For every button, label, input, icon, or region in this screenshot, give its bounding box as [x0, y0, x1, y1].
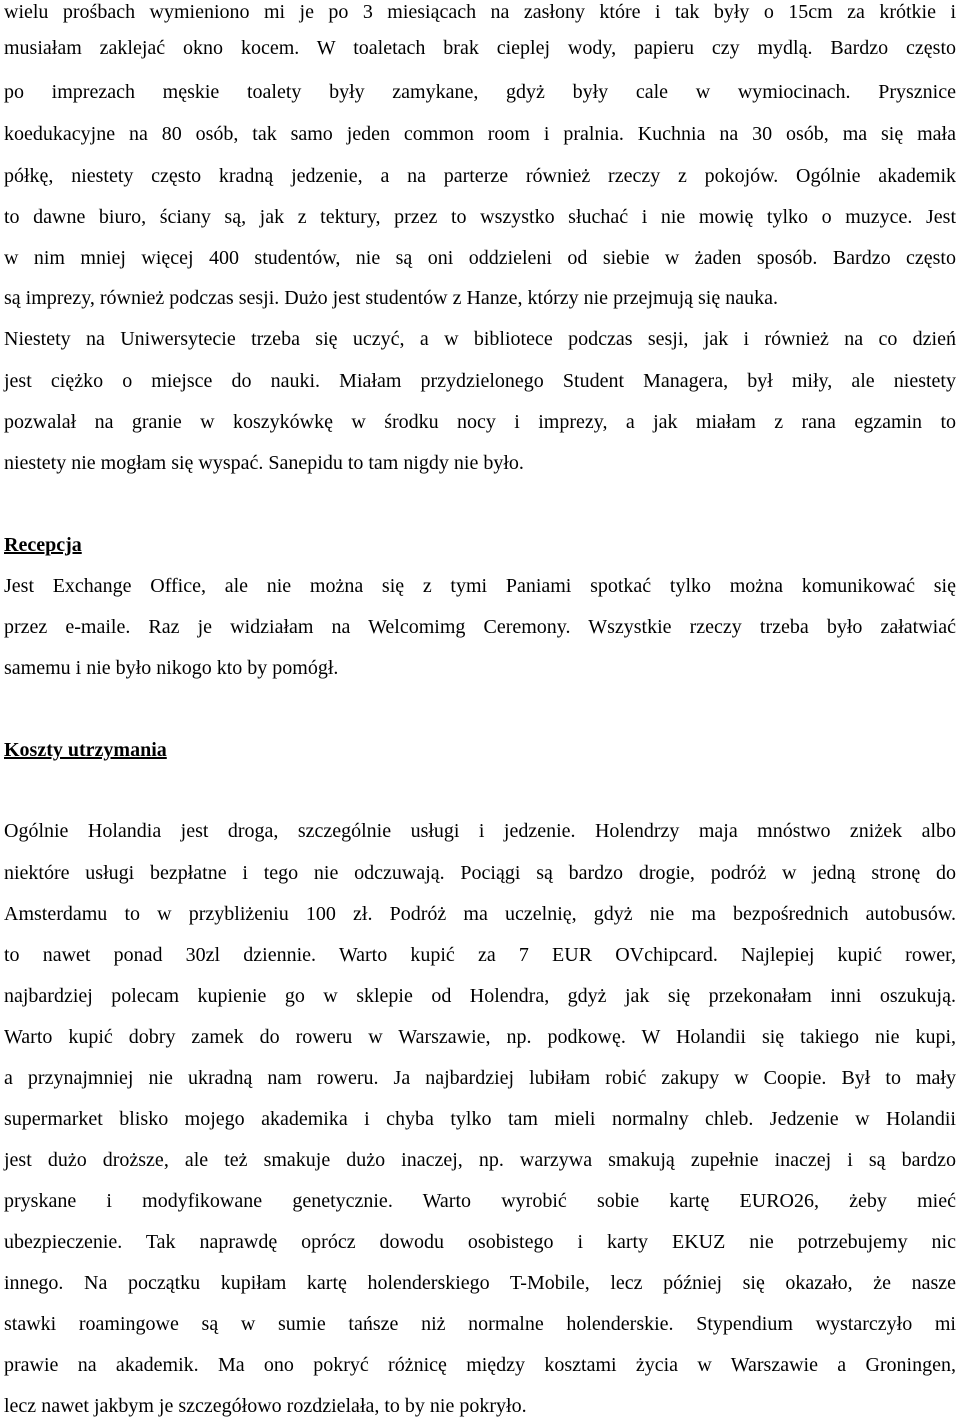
text-line: jest ciężko o miejsce do nauki. Miałam przydzielonego Student Managera, był miły, ale niestety — [4, 370, 956, 392]
text-line: koedukacyjne na 80 osób, tak samo jeden common room i pralnia. Kuchnia na 30 osób, ma się mała — [4, 123, 956, 145]
text-line: jest dużo droższe, ale też smakuje dużo inaczej, np. warzywa smakują zupełnie inaczej i są bardzo — [4, 1149, 956, 1171]
text-line: po imprezach męskie toalety były zamykane, gdyż były cale w wymiocinach. Prysznice — [4, 81, 956, 103]
text-line: pryskane i modyfikowane genetycznie. Warto wyrobić sobie kartę EURO26, żeby mieć — [4, 1190, 956, 1212]
text-line: Ogólnie Holandia jest droga, szczególnie usługi i jedzenie. Holendrzy maja mnóstwo zniżek albo — [4, 820, 956, 842]
section-heading-koszty: Koszty utrzymania — [4, 739, 167, 761]
text-line: a przynajmniej nie ukradną nam roweru. Ja najbardziej lubiłam robić zakupy w Coopie. Był to mały — [4, 1067, 956, 1089]
text-line: Warto kupić dobry zamek do roweru w Warszawie, np. podkowę. W Holandii się takiego nie kupi, — [4, 1026, 956, 1048]
text-line: innego. Na początku kupiłam kartę holenderskiego T-Mobile, lecz później się okazało, że nasze — [4, 1272, 956, 1294]
text-line: supermarket blisko mojego akademika i chyba tylko tam mieli normalny chleb. Jedzenie w Holandii — [4, 1108, 956, 1130]
text-line: Niestety na Uniwersytecie trzeba się uczyć, a w bibliotece podczas sesji, jak i również na co dzień — [4, 328, 956, 350]
text-line: pozwalał na granie w koszykówkę w środku nocy i imprezy, a jak miałam z rana egzamin to — [4, 411, 956, 433]
text-line: przez e-maile. Raz je widziałam na Welcomimg Ceremony. Wszystkie rzeczy trzeba było załatwiać — [4, 616, 956, 638]
text-line: niektóre usługi bezpłatne i tego nie odczuwają. Pociągi są bardzo drogie, podróż w jedną stronę do — [4, 862, 956, 884]
text-line: samemu i nie było nikogo kto by pomógł. — [4, 657, 339, 679]
text-line: najbardziej polecam kupienie go w sklepie od Holendra, gdyż jak się przekonałam inni oszukują. — [4, 985, 956, 1007]
text-line: to nawet ponad 30zl dziennie. Warto kupić za 7 EUR OVchipcard. Najlepiej kupić rower, — [4, 944, 956, 966]
text-line: wielu prośbach wymieniono mi je po 3 miesiącach na zasłony które i tak były o 15cm za krótkie i — [4, 1, 956, 23]
text-line: Amsterdamu to w przybliżeniu 100 zł. Podróż ma uczelnię, gdyż nie ma bezpośrednich autobusów. — [4, 903, 956, 925]
section-heading-recepcja: Recepcja — [4, 534, 82, 556]
text-line: w nim mniej więcej 400 studentów, nie są oni oddzieleni od siebie w żaden sposób. Bardzo często — [4, 247, 956, 269]
text-line: stawki roamingowe są w sumie tańsze niż normalne holenderskie. Stypendium wystarczyło mi — [4, 1313, 956, 1335]
text-line: są imprezy, również podczas sesji. Dużo jest studentów z Hanze, którzy nie przejmują się nauka. — [4, 287, 778, 309]
text-line: lecz nawet jakbym je szczegółowo rozdzielała, to by nie pokryło. — [4, 1395, 527, 1417]
text-line: to dawne biuro, ściany są, jak z tektury, przez to wszystko słuchać i nie mowię tylko o muzyce. Jest — [4, 206, 956, 228]
text-line: musiałam zaklejać okno kocem. W toaletach brak cieplej wody, papieru czy mydlą. Bardzo często — [4, 37, 956, 59]
text-line: ubezpieczenie. Tak naprawdę oprócz dowodu osobistego i karty EKUZ nie potrzebujemy nic — [4, 1231, 956, 1253]
text-line: prawie na akademik. Ma ono pokryć różnicę między kosztami życia w Warszawie a Groningen, — [4, 1354, 956, 1376]
text-line: niestety nie mogłam się wyspać. Sanepidu to tam nigdy nie było. — [4, 452, 524, 474]
text-line: Jest Exchange Office, ale nie można się z tymi Paniami spotkać tylko można komunikować się — [4, 575, 956, 597]
text-line: półkę, niestety często kradną jedzenie, a na parterze również rzeczy z pokojów. Ogólnie akademik — [4, 165, 956, 187]
